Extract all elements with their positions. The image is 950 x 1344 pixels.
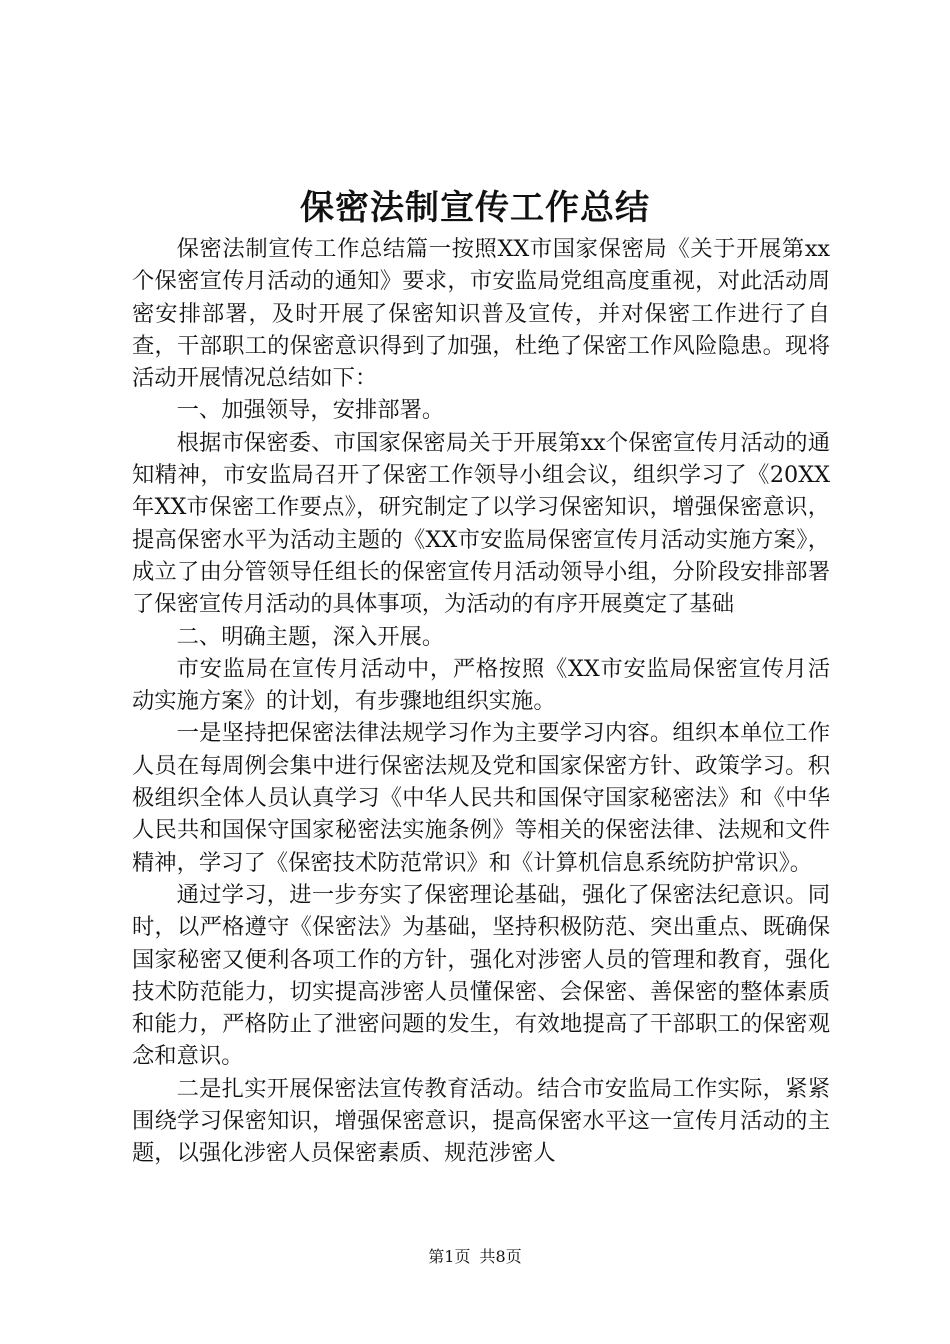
paragraph: 根据市保密委、市国家保密局关于开展第xx个保密宣传月活动的通知精神，市安监局召开了保密工作领导小组会议，组织学习了《20XX年XX市保密工作要点》，研究制定了以学习保密知识，增强保密意识，提高保密水平为活动主题的《XX市安监局保密宣传月活动实施方案》，成立了由分管领导任组长的保密宣传月活动领导小组，分阶段安排部署了保密宣传月活动的具体事项，为活动的有序开展奠定了基础 (132, 429, 830, 618)
paragraph-intro: 保密法制宣传工作总结篇一按照XX市国家保密局《关于开展第xx个保密宣传月活动的通知》要求，市安监局党组高度重视，对此活动周密安排部署，及时开展了保密知识普及宣传，并对保密工作进行了自查，干部职工的保密意识得到了加强，杜绝了保密工作风险隐患。现将活动开展情况总结如下： (132, 236, 830, 392)
paragraph: 市安监局在宣传月活动中，严格按照《XX市安监局保密宣传月活动实施方案》的计划，有步骤地组织实施。 (132, 655, 830, 715)
paragraph: 通过学习，进一步夯实了保密理论基础，强化了保密法纪意识。同时，以严格遵守《保密法》为基础，坚持积极防范、突出重点、既确保国家秘密又便利各项工作的方针，强化对涉密人员的管理和教育，强化技术防范能力，切实提高涉密人员懂保密、会保密、善保密的整体素质和能力，严格防止了泄密问题的发生，有效地提高了干部职工的保密观念和意识。 (132, 881, 830, 1070)
page-footer: 第1页 共8页 (428, 1247, 522, 1266)
document-title: 保密法制宣传工作总结 (300, 188, 650, 228)
section-heading-2: 二、明确主题，深入开展。 (176, 623, 445, 650)
section-heading-1: 一、加强领导，安排部署。 (176, 397, 445, 424)
document-body (132, 233, 830, 1170)
paragraph: 一是坚持把保密法律法规学习作为主要学习内容。组织本单位工作人员在每周例会集中进行保密法规及党和国家保密方针、政策学习。积极组织全体人员认真学习《中华人民共和国保守国家秘密法》和《中华人民共和国保守国家秘密法实施条例》等相关的保密法律、法规和文件精神，学习了《保密技术防范常识》和《计算机信息系统防护常识》。 (132, 720, 830, 876)
paragraph: 二是扎实开展保密法宣传教育活动。结合市安监局工作实际，紧紧围绕学习保密知识，增强保密意识，提高保密水平这一宣传月活动的主题，以强化涉密人员保密素质、规范涉密人 (132, 1075, 830, 1167)
